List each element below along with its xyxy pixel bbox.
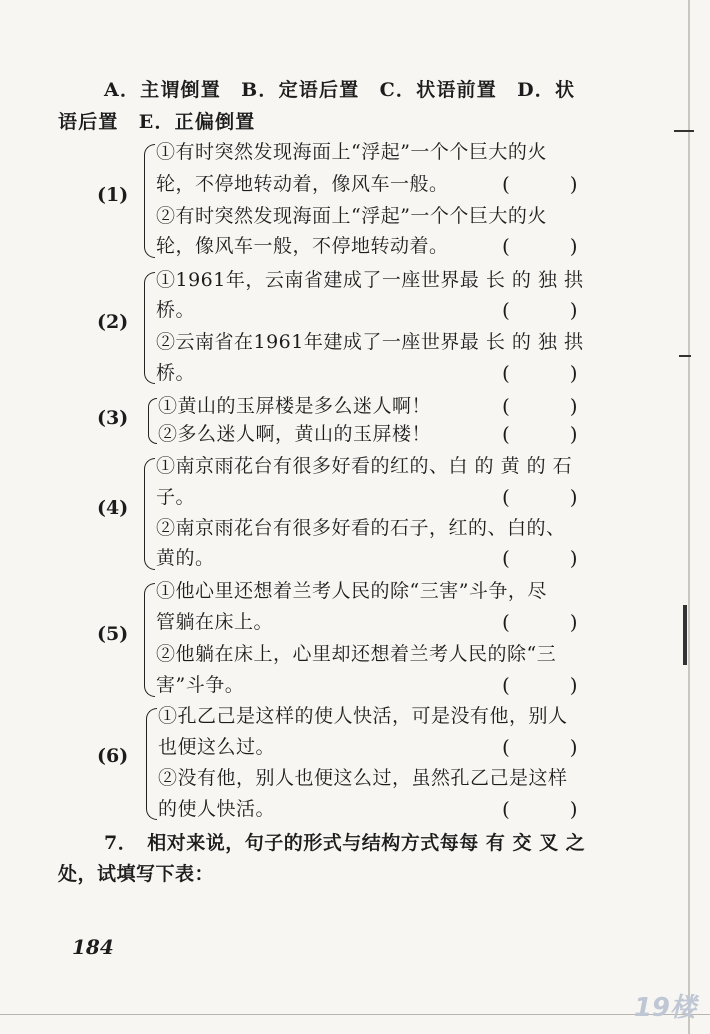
sentence-line: 桥。 bbox=[156, 299, 196, 321]
answer-blank[interactable]: ( ) bbox=[502, 394, 578, 418]
sentence-line: 的使人快活。 bbox=[158, 798, 276, 820]
answer-blank[interactable]: ( ) bbox=[502, 485, 578, 509]
brace bbox=[146, 708, 157, 820]
item-number-3: (3) bbox=[97, 407, 129, 429]
sentence-line: ①有时突然发现海面上“浮起”一个个巨大的火 bbox=[156, 141, 547, 163]
brace bbox=[144, 458, 155, 570]
answer-blank[interactable]: ( ) bbox=[502, 797, 578, 821]
sentence-line: ①孔乙己是这样的使人快活，可是没有他，别人 bbox=[158, 705, 568, 727]
brace bbox=[144, 583, 155, 697]
question-7-line-2: 处，试填写下表： bbox=[58, 863, 215, 885]
sentence-line: 轮，不停地转动着，像风车一般。 bbox=[156, 173, 449, 195]
answer-blank[interactable]: ( ) bbox=[502, 735, 578, 759]
answer-blank[interactable]: ( ) bbox=[502, 298, 578, 322]
sentence-line: ②没有他，别人也便这么过，虽然孔乙己是这样 bbox=[158, 767, 568, 789]
sentence-line: ②有时突然发现海面上“浮起”一个个巨大的火 bbox=[156, 205, 547, 227]
scan-mark bbox=[674, 130, 694, 132]
page-number: 184 bbox=[72, 935, 114, 959]
answer-blank[interactable]: ( ) bbox=[502, 610, 578, 634]
sentence-line: ①他心里还想着兰考人民的除“三害”斗争，尽 bbox=[156, 580, 547, 602]
bottom-edge bbox=[0, 1014, 710, 1015]
brace bbox=[148, 398, 157, 444]
answer-blank[interactable]: ( ) bbox=[502, 172, 578, 196]
options-line-1: A．主谓倒置 B．定语后置 C．状语前置 D．状 bbox=[104, 79, 576, 101]
sentence-line: 子。 bbox=[156, 486, 196, 508]
sentence-line: ②多么迷人啊，黄山的玉屏楼！ bbox=[158, 423, 432, 445]
brace bbox=[144, 144, 155, 258]
sentence-line: ①1961年，云南省建成了一座世界最 长 的 独 拱 bbox=[156, 269, 584, 291]
sentence-line: ②南京雨花台有很多好看的石子，红的、白的、 bbox=[156, 517, 566, 539]
item-number-4: (4) bbox=[97, 497, 129, 519]
answer-blank[interactable]: ( ) bbox=[502, 546, 578, 570]
sentence-line: 也便这么过。 bbox=[158, 736, 276, 758]
answer-blank[interactable]: ( ) bbox=[502, 361, 578, 385]
watermark-logo: 19楼 bbox=[633, 993, 696, 1023]
sentence-line: ①南京雨花台有很多好看的红的、白 的 黄 的 石 bbox=[156, 455, 573, 477]
page-edge bbox=[688, 0, 690, 1034]
sentence-line: 黄的。 bbox=[156, 547, 215, 569]
question-7-line-1: 7． 相对来说，句子的形式与结构方式每每 有 交 叉 之 bbox=[104, 832, 586, 854]
sentence-line: 害”斗争。 bbox=[156, 674, 245, 696]
sentence-line: ①黄山的玉屏楼是多么迷人啊！ bbox=[158, 395, 432, 417]
sentence-line: 管躺在床上。 bbox=[156, 611, 274, 633]
brace bbox=[144, 272, 155, 384]
item-number-2: (2) bbox=[97, 311, 129, 333]
item-number-6: (6) bbox=[97, 745, 129, 767]
scan-mark bbox=[683, 605, 687, 665]
answer-blank[interactable]: ( ) bbox=[502, 234, 578, 258]
scan-mark bbox=[679, 355, 691, 357]
sentence-line: ②云南省在1961年建成了一座世界最 长 的 独 拱 bbox=[156, 331, 584, 353]
options-line-2: 语后置 E．正偏倒置 bbox=[58, 111, 256, 133]
item-number-1: (1) bbox=[97, 184, 129, 206]
answer-blank[interactable]: ( ) bbox=[502, 422, 578, 446]
sentence-line: 轮，像风车一般，不停地转动着。 bbox=[156, 235, 449, 257]
answer-blank[interactable]: ( ) bbox=[502, 673, 578, 697]
sentence-line: 桥。 bbox=[156, 362, 196, 384]
sentence-line: ②他躺在床上，心里却还想着兰考人民的除“三 bbox=[156, 643, 557, 665]
item-number-5: (5) bbox=[97, 623, 129, 645]
